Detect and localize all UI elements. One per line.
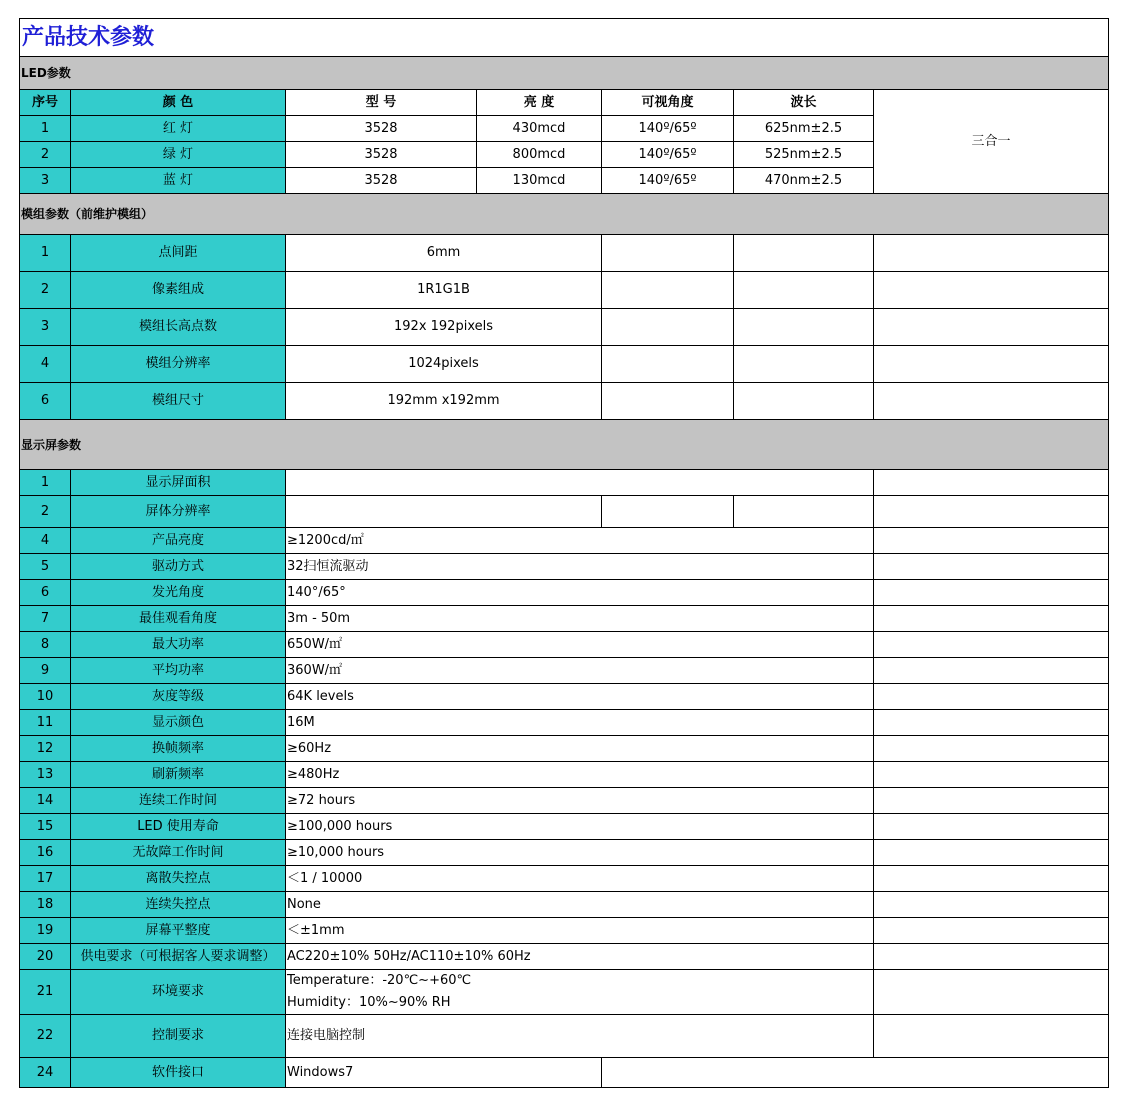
module-value: 6mm	[286, 235, 602, 272]
display-value: ≥10,000 hours	[286, 840, 874, 866]
led-brightness: 430mcd	[477, 116, 602, 142]
page-title: 产品技术参数	[20, 19, 1109, 57]
module-no: 6	[20, 383, 71, 420]
led-model: 3528	[286, 116, 477, 142]
table-row	[20, 684, 1109, 710]
led-note-cell: 三合一	[874, 90, 1109, 194]
display-no: 11	[20, 710, 71, 736]
module-name: 点间距	[71, 235, 286, 272]
table-row	[20, 346, 1109, 383]
display-no: 14	[20, 788, 71, 814]
table-row	[20, 970, 1109, 1015]
section-title-led: LED参数	[20, 57, 1109, 90]
display-value: 360W/㎡	[286, 658, 874, 684]
led-brightness: 800mcd	[477, 142, 602, 168]
table-row	[20, 272, 1109, 309]
led-header-no: 序号	[20, 90, 71, 116]
table-row	[20, 710, 1109, 736]
display-no: 4	[20, 528, 71, 554]
empty-cell	[734, 235, 874, 272]
empty-cell	[602, 496, 734, 528]
table-row	[20, 840, 1109, 866]
empty-cell	[874, 606, 1109, 632]
table-row	[20, 632, 1109, 658]
display-value: Windows7	[286, 1058, 602, 1088]
module-value: 192mm x192mm	[286, 383, 602, 420]
led-wavelength: 470nm±2.5	[734, 168, 874, 194]
module-name: 模组长高点数	[71, 309, 286, 346]
section-title-module: 模组参数（前维护模组）	[20, 194, 1109, 235]
empty-cell	[874, 554, 1109, 580]
empty-cell	[602, 383, 734, 420]
table-row	[20, 554, 1109, 580]
led-color: 红 灯	[71, 116, 286, 142]
empty-cell	[874, 866, 1109, 892]
table-row	[20, 892, 1109, 918]
led-header-color: 颜 色	[71, 90, 286, 116]
display-name: 显示屏面积	[71, 470, 286, 496]
display-name: 最大功率	[71, 632, 286, 658]
display-name: 离散失控点	[71, 866, 286, 892]
display-value: ≥100,000 hours	[286, 814, 874, 840]
module-name: 模组尺寸	[71, 383, 286, 420]
empty-cell	[602, 309, 734, 346]
table-row	[20, 1015, 1109, 1058]
module-no: 2	[20, 272, 71, 309]
display-value: 650W/㎡	[286, 632, 874, 658]
display-no: 19	[20, 918, 71, 944]
display-value: 64K levels	[286, 684, 874, 710]
empty-cell	[874, 944, 1109, 970]
empty-cell	[734, 346, 874, 383]
module-name: 像素组成	[71, 272, 286, 309]
display-no: 8	[20, 632, 71, 658]
empty-cell	[734, 309, 874, 346]
display-value: ＜±1mm	[286, 918, 874, 944]
display-value: ≥1200cd/㎡	[286, 528, 874, 554]
led-header-wavelength: 波长	[734, 90, 874, 116]
table-row	[20, 762, 1109, 788]
display-name: 连续失控点	[71, 892, 286, 918]
module-name: 模组分辨率	[71, 346, 286, 383]
empty-cell	[874, 970, 1109, 1015]
led-angle: 140º/65º	[602, 168, 734, 194]
display-name: 显示颜色	[71, 710, 286, 736]
title-row	[20, 19, 1109, 57]
display-value: 16M	[286, 710, 874, 736]
empty-cell	[602, 1058, 1109, 1088]
module-value: 1R1G1B	[286, 272, 602, 309]
empty-cell	[874, 710, 1109, 736]
empty-cell	[874, 346, 1109, 383]
table-row	[20, 736, 1109, 762]
display-value: None	[286, 892, 874, 918]
table-row	[20, 528, 1109, 554]
display-value: AC220±10% 50Hz/AC110±10% 60Hz	[286, 944, 874, 970]
display-name: 发光角度	[71, 580, 286, 606]
table-row	[20, 309, 1109, 346]
display-no: 6	[20, 580, 71, 606]
led-header-angle: 可视角度	[602, 90, 734, 116]
display-name: 环境要求	[71, 970, 286, 1015]
empty-cell	[602, 272, 734, 309]
display-name: 屏幕平整度	[71, 918, 286, 944]
led-no: 3	[20, 168, 71, 194]
led-wavelength: 625nm±2.5	[734, 116, 874, 142]
empty-cell	[874, 918, 1109, 944]
led-header-model: 型 号	[286, 90, 477, 116]
section-title-display: 显示屏参数	[20, 420, 1109, 470]
display-no: 1	[20, 470, 71, 496]
table-row	[20, 606, 1109, 632]
table-row	[20, 788, 1109, 814]
led-wavelength: 525nm±2.5	[734, 142, 874, 168]
table-row	[20, 658, 1109, 684]
display-no: 5	[20, 554, 71, 580]
display-value: ≥480Hz	[286, 762, 874, 788]
led-no: 1	[20, 116, 71, 142]
empty-cell	[874, 632, 1109, 658]
led-angle: 140º/65º	[602, 142, 734, 168]
display-value	[286, 470, 874, 496]
display-name: 换帧频率	[71, 736, 286, 762]
empty-cell	[874, 892, 1109, 918]
display-value: 32扫恒流驱动	[286, 554, 874, 580]
empty-cell	[602, 346, 734, 383]
empty-cell	[874, 762, 1109, 788]
display-name: 无故障工作时间	[71, 840, 286, 866]
display-value: ＜1 / 10000	[286, 866, 874, 892]
led-no: 2	[20, 142, 71, 168]
environment-humidity: Humidity：10%~90% RH	[287, 995, 451, 1010]
display-no: 15	[20, 814, 71, 840]
empty-cell	[734, 272, 874, 309]
display-no: 13	[20, 762, 71, 788]
display-name: 屏体分辨率	[71, 496, 286, 528]
display-no: 16	[20, 840, 71, 866]
section-module	[20, 194, 1109, 235]
display-value: 连接电脑控制	[286, 1015, 874, 1058]
empty-cell	[874, 309, 1109, 346]
empty-cell	[874, 496, 1109, 528]
display-no: 24	[20, 1058, 71, 1088]
empty-cell	[734, 383, 874, 420]
empty-cell	[874, 272, 1109, 309]
table-row	[20, 866, 1109, 892]
section-led	[20, 57, 1109, 90]
display-name: 刷新频率	[71, 762, 286, 788]
table-row	[20, 1058, 1109, 1088]
display-value: 140°/65°	[286, 580, 874, 606]
display-name: 供电要求（可根据客人要求调整）	[71, 944, 286, 970]
display-no: 18	[20, 892, 71, 918]
display-name: 控制要求	[71, 1015, 286, 1058]
table-row	[20, 580, 1109, 606]
empty-cell	[874, 235, 1109, 272]
table-row	[20, 814, 1109, 840]
empty-cell	[602, 235, 734, 272]
led-angle: 140º/65º	[602, 116, 734, 142]
table-row	[20, 496, 1109, 528]
display-no: 12	[20, 736, 71, 762]
display-name: 软件接口	[71, 1058, 286, 1088]
display-value	[286, 970, 874, 1015]
empty-cell	[874, 736, 1109, 762]
empty-cell	[874, 383, 1109, 420]
display-name: 灰度等级	[71, 684, 286, 710]
display-no: 20	[20, 944, 71, 970]
display-name: 产品亮度	[71, 528, 286, 554]
display-name: 连续工作时间	[71, 788, 286, 814]
display-name: 驱动方式	[71, 554, 286, 580]
table-row	[20, 235, 1109, 272]
display-no: 21	[20, 970, 71, 1015]
led-header-brightness: 亮 度	[477, 90, 602, 116]
display-no: 2	[20, 496, 71, 528]
empty-cell	[874, 684, 1109, 710]
section-display	[20, 420, 1109, 470]
empty-cell	[874, 470, 1109, 496]
led-model: 3528	[286, 168, 477, 194]
empty-cell	[874, 580, 1109, 606]
display-value	[286, 496, 602, 528]
display-no: 9	[20, 658, 71, 684]
environment-temperature: Temperature：-20℃~+60℃	[287, 973, 472, 988]
empty-cell	[874, 658, 1109, 684]
module-value: 1024pixels	[286, 346, 602, 383]
display-name: LED 使用寿命	[71, 814, 286, 840]
display-no: 7	[20, 606, 71, 632]
empty-cell	[874, 1015, 1109, 1058]
display-no: 10	[20, 684, 71, 710]
display-value: ≥60Hz	[286, 736, 874, 762]
table-row	[20, 918, 1109, 944]
display-value: 3m - 50m	[286, 606, 874, 632]
led-header-row	[20, 90, 1109, 116]
display-value: ≥72 hours	[286, 788, 874, 814]
module-value: 192x 192pixels	[286, 309, 602, 346]
display-no: 17	[20, 866, 71, 892]
module-no: 3	[20, 309, 71, 346]
led-brightness: 130mcd	[477, 168, 602, 194]
led-model: 3528	[286, 142, 477, 168]
table-row	[20, 944, 1109, 970]
led-color: 绿 灯	[71, 142, 286, 168]
display-name: 平均功率	[71, 658, 286, 684]
spec-sheet	[19, 18, 1109, 1088]
module-no: 4	[20, 346, 71, 383]
module-no: 1	[20, 235, 71, 272]
empty-cell	[874, 788, 1109, 814]
empty-cell	[874, 528, 1109, 554]
empty-cell	[874, 814, 1109, 840]
display-no: 22	[20, 1015, 71, 1058]
empty-cell	[874, 840, 1109, 866]
table-row	[20, 470, 1109, 496]
display-name: 最佳观看角度	[71, 606, 286, 632]
table-row	[20, 383, 1109, 420]
empty-cell	[734, 496, 874, 528]
led-color: 蓝 灯	[71, 168, 286, 194]
